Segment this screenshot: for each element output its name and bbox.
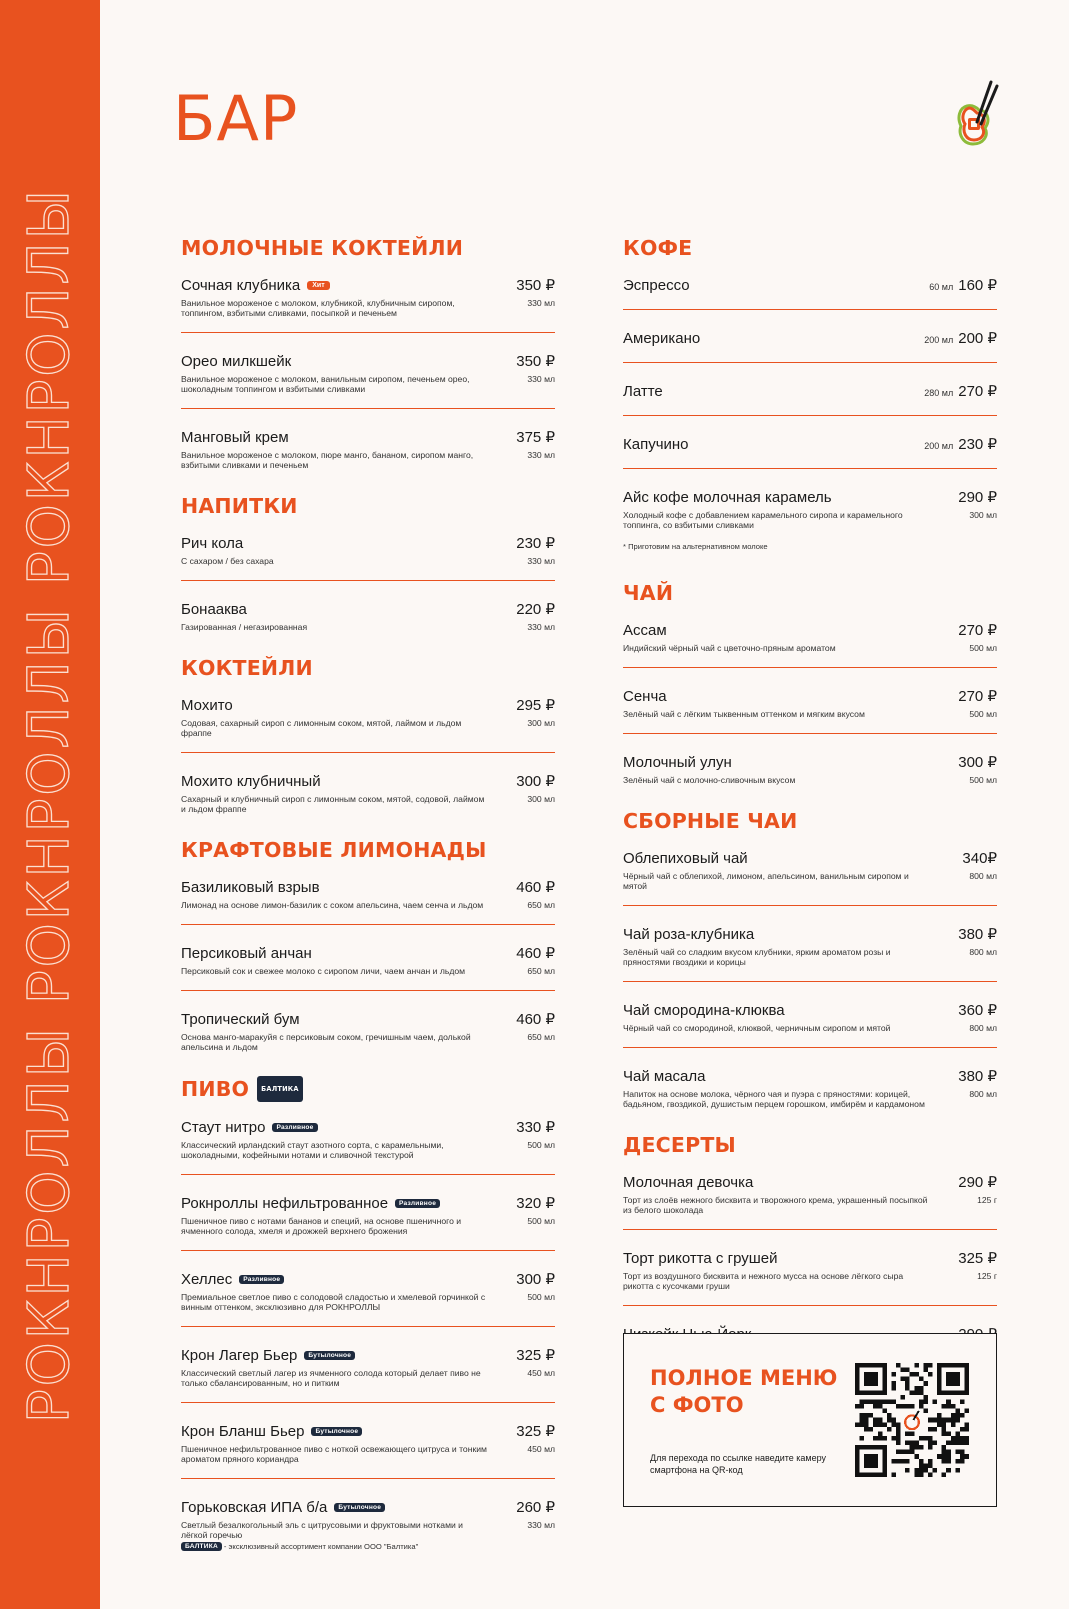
item-description: Премиальное светлое пиво с солодовой сладостью и хмелевой горчинкой с винным оттенком, эксклюзивно для РОКНРОЛЛЫ: [181, 1292, 486, 1312]
qr-subtitle: Для перехода по ссылке наведите камеру смартфона на QR-код: [650, 1453, 827, 1475]
menu-item: [623, 999, 997, 1048]
item-price: 230 ₽: [516, 535, 555, 552]
item-volume: 200 мл: [924, 335, 954, 345]
item-price: 295 ₽: [516, 697, 555, 714]
menu-item: [623, 274, 997, 310]
right-column: [623, 236, 997, 1381]
type-badge: Разливное: [395, 1199, 440, 1208]
menu-item: [623, 751, 997, 785]
item-volume: 300 мл: [969, 510, 997, 520]
item-name: Бонааква: [181, 601, 247, 618]
qr-title: ПОЛНОЕ МЕНЮ С ФОТО: [650, 1366, 838, 1417]
item-name: Молочная девочка: [623, 1174, 754, 1191]
qr-code-icon[interactable]: [855, 1363, 969, 1477]
item-name: Ассам: [623, 622, 667, 639]
section-title: НАПИТКИ: [181, 494, 298, 518]
type-badge: Бутылочное: [334, 1503, 385, 1512]
type-badge: Бутылочное: [311, 1427, 362, 1436]
item-volume: 330 мл: [527, 1520, 555, 1530]
item-volume: 650 мл: [527, 1032, 555, 1042]
item-name: Персиковый анчан: [181, 945, 312, 962]
section-title: ПИВО: [181, 1077, 250, 1101]
item-volume: 330 мл: [527, 298, 555, 308]
section-title: СБОРНЫЕ ЧАИ: [623, 809, 798, 833]
item-name: Манговый крем: [181, 429, 289, 446]
item-price: 460 ₽: [516, 945, 555, 962]
item-price: 330 ₽: [516, 1119, 555, 1136]
item-description: Холодный кофе с добавлением карамельного сиропа и карамельного топпинга, со взбитыми сливками: [623, 510, 903, 530]
item-name: Базиликовый взрыв: [181, 879, 320, 896]
item-description: Индийский чёрный чай с цветочно-пряным ароматом: [623, 643, 836, 653]
item-description: Пшеничное нефильтрованное пиво с ноткой освежающего цитруса и тонким ароматом пряного кориандра: [181, 1444, 487, 1464]
item-description: Пшеничное пиво с нотами бананов и специй, на основе пшеничного и ячменного солода, хмеля и дрожжей верхнего брожения: [181, 1216, 462, 1236]
item-price: 380 ₽: [958, 926, 997, 943]
section-tea: [623, 581, 997, 785]
item-name: Крон Лагер Бьер: [181, 1347, 298, 1364]
item-price: 200 ₽: [958, 330, 997, 347]
item-description: Торт из воздушного бисквита и нежного мусса на основе лёгкого сыра рикотта с кусочками груши: [623, 1271, 904, 1291]
item-volume: 500 мл: [969, 643, 997, 653]
item-name: Американо: [623, 330, 701, 347]
item-name: Чай масала: [623, 1068, 706, 1085]
item-description: Персиковый сок и свежее молоко с сиропом личи, чаем анчан и льдом: [181, 966, 466, 976]
item-volume: 300 мл: [527, 794, 555, 804]
item-volume: 800 мл: [969, 947, 997, 957]
item-name: Рич кола: [181, 535, 244, 552]
menu-item: [623, 433, 997, 469]
section-title: МОЛОЧНЫЕ КОКТЕЙЛИ: [181, 236, 464, 260]
item-volume: 200 мл: [924, 441, 954, 451]
item-description: Ванильное мороженое с молоком, клубникой, клубничным сиропом, топпингом, взбитыми сливками, посыпкой и печеньем: [181, 298, 455, 318]
qr-menu-block: [623, 1333, 997, 1507]
item-volume: 500 мл: [527, 1140, 555, 1150]
menu-item: [623, 1171, 997, 1230]
item-name: Крон Бланш Бьер: [181, 1423, 305, 1440]
item-price: 290 ₽: [958, 1174, 997, 1191]
menu-item: [181, 1008, 555, 1052]
item-volume: 125 г: [977, 1195, 997, 1205]
menu-item: [181, 1268, 555, 1327]
item-description: Классический светлый лагер из ячменного солода который делает пиво не только сбалансированным, но и питким: [181, 1368, 481, 1388]
item-name: Мохито клубничный: [181, 773, 321, 790]
menu-item: [623, 1247, 997, 1306]
item-name: Сочная клубника: [181, 277, 301, 294]
type-badge: Бутылочное: [304, 1351, 355, 1360]
menu-item: [623, 380, 997, 416]
item-volume: 330 мл: [527, 622, 555, 632]
item-description: Напиток на основе молока, чёрного чая и пуэра с пряностями: корицей, бадьяном, гвоздикой, душистым перцем горошком, имбирём и кардамоном: [623, 1089, 925, 1109]
menu-item: [181, 350, 555, 409]
item-description: С сахаром / без сахара: [181, 556, 274, 566]
item-volume: 650 мл: [527, 900, 555, 910]
item-price: 270 ₽: [958, 383, 997, 400]
menu-item: [623, 847, 997, 906]
item-name: Хеллес: [181, 1271, 233, 1288]
item-price: 260 ₽: [516, 1499, 555, 1516]
item-volume: 125 г: [977, 1271, 997, 1281]
item-price: 380 ₽: [958, 1068, 997, 1085]
item-name: Молочный улун: [623, 754, 732, 771]
item-volume: 450 мл: [527, 1368, 555, 1378]
item-price: 360 ₽: [958, 1002, 997, 1019]
item-description: Чёрный чай с облепихой, лимоном, апельсином, ванильным сиропом и мятой: [623, 871, 909, 891]
menu-item: [181, 1496, 555, 1540]
section-coffee: [623, 236, 997, 551]
item-price: 270 ₽: [958, 688, 997, 705]
side-brand-text: РОКНРОЛЛЫ РОКНРОЛЛЫ РОКНРОЛЛЫ: [17, 186, 82, 1424]
item-description: Газированная / негазированная: [181, 622, 308, 632]
section-cocktails: [181, 656, 555, 814]
section-title: ЧАЙ: [623, 581, 674, 605]
item-volume: 650 мл: [527, 966, 555, 976]
item-price: 460 ₽: [516, 1011, 555, 1028]
item-volume: 330 мл: [527, 450, 555, 460]
menu-item: [623, 1065, 997, 1109]
item-description: Зелёный чай с молочно-сливочным вкусом: [623, 775, 796, 785]
section-desserts: [623, 1133, 997, 1357]
item-name: Мохито: [181, 697, 233, 714]
item-name: Горьковская ИПА б/а: [181, 1499, 328, 1516]
item-description: Чёрный чай со смородиной, клюквой, черничным сиропом и мятой: [623, 1023, 891, 1033]
left-column: [181, 236, 555, 1564]
menu-item: [623, 619, 997, 668]
item-price: 300 ₽: [516, 1271, 555, 1288]
section-title: КРАФТОВЫЕ ЛИМОНАДЫ: [181, 838, 487, 862]
item-price: 230 ₽: [958, 436, 997, 453]
item-volume: 500 мл: [969, 775, 997, 785]
item-description: Классический ирландский стаут азотного сорта, с карамельными, шоколадными, кофейными нотами и сливочной текстурой: [181, 1140, 444, 1160]
menu-item: [181, 1420, 555, 1479]
item-volume: 280 мл: [924, 388, 954, 398]
item-volume: 800 мл: [969, 1089, 997, 1099]
menu-item: [181, 532, 555, 581]
item-price: 460 ₽: [516, 879, 555, 896]
section-title-row: [181, 1076, 555, 1102]
item-description: Основа манго-маракуйя с персиковым соком, гречишным чаем, долькой апельсина и льдом: [181, 1032, 471, 1052]
item-price: 325 ₽: [516, 1423, 555, 1440]
footer-text: - эксклюзивный ассортимент компании ООО "Балтика": [223, 1542, 419, 1551]
guitar-logo-icon: [955, 78, 1001, 150]
section-title: КОКТЕЙЛИ: [181, 656, 313, 680]
item-price: 340₽: [962, 850, 997, 867]
menu-item: [181, 876, 555, 925]
item-price: 270 ₽: [958, 622, 997, 639]
item-name: Чай смородина-клюква: [623, 1002, 785, 1019]
item-price: 325 ₽: [958, 1250, 997, 1267]
item-name: Торт рикотта с грушей: [623, 1250, 778, 1267]
menu-item: [181, 1116, 555, 1175]
item-volume: 500 мл: [527, 1292, 555, 1302]
item-volume: 60 мл: [929, 282, 954, 292]
menu-item: [623, 923, 997, 982]
section-milkshakes: [181, 236, 555, 470]
alt-milk-note: * Приготовим на альтернативном молоке: [623, 542, 768, 551]
item-description: Ванильное мороженое с молоком, пюре манго, бананом, сиропом манго, взбитыми сливками и печеньем: [181, 450, 474, 470]
menu-item: [181, 1192, 555, 1251]
item-volume: 450 мл: [527, 1444, 555, 1454]
item-volume: 300 мл: [527, 718, 555, 728]
item-price: 375 ₽: [516, 429, 555, 446]
item-name: Латте: [623, 383, 663, 400]
type-badge: Разливное: [239, 1275, 284, 1284]
menu-item: [181, 426, 555, 470]
item-volume: 500 мл: [527, 1216, 555, 1226]
item-price: 290 ₽: [958, 489, 997, 506]
item-description: Зелёный чай со сладким вкусом клубники, ярким ароматом розы и пряностями гвоздики и корицы: [623, 947, 891, 967]
item-name: Сенча: [623, 688, 667, 705]
footer-note: [181, 1542, 418, 1551]
item-description: Торт из слоёв нежного бисквита и творожного крема, украшенный посыпкой из белого шоколада: [623, 1195, 928, 1215]
hit-badge: Хит: [307, 281, 329, 290]
item-name: Эспрессо: [623, 277, 690, 294]
item-name: Тропический бум: [181, 1011, 300, 1028]
menu-item: [623, 486, 997, 530]
menu-item: [181, 598, 555, 632]
item-description: Сахарный и клубничный сироп с лимонным соком, мятой, содовой, лаймом и льдом фраппе: [181, 794, 485, 814]
menu-item: [181, 694, 555, 753]
item-volume: 800 мл: [969, 871, 997, 881]
item-price: 320 ₽: [516, 1195, 555, 1212]
menu-item: [623, 685, 997, 734]
menu-item: [181, 942, 555, 991]
brand-badge: БАЛТИКА: [181, 1542, 222, 1551]
side-band: [0, 0, 100, 1609]
item-price: 160 ₽: [958, 277, 997, 294]
item-description: Содовая, сахарный сироп с лимонным соком, мятой, лаймом и льдом фраппе: [181, 718, 462, 738]
menu-item: [181, 770, 555, 814]
item-name: Облепиховый чай: [623, 850, 748, 867]
item-price: 350 ₽: [516, 277, 555, 294]
type-badge: Разливное: [272, 1123, 317, 1132]
item-volume: 800 мл: [969, 1023, 997, 1033]
item-price: 220 ₽: [516, 601, 555, 618]
menu-item: [623, 327, 997, 363]
item-price: 325 ₽: [516, 1347, 555, 1364]
item-price: 300 ₽: [958, 754, 997, 771]
item-name: Капучино: [623, 436, 689, 453]
section-title: КОФЕ: [623, 236, 693, 260]
section-drinks: [181, 494, 555, 632]
section-blend-tea: [623, 809, 997, 1109]
item-name: Рокнроллы нефильтрованное: [181, 1195, 389, 1212]
item-description: Ванильное мороженое с молоком, ванильным сиропом, печеньем орео, шоколадным топпингом и взбитыми сливками: [181, 374, 470, 394]
section-lemonades: [181, 838, 555, 1052]
item-volume: 500 мл: [969, 709, 997, 719]
page-title: БАР: [173, 82, 299, 155]
item-name: Айс кофе молочная карамель: [623, 489, 832, 506]
item-volume: 330 мл: [527, 374, 555, 384]
menu-item: [181, 274, 555, 333]
section-title: ДЕСЕРТЫ: [623, 1133, 736, 1157]
menu-item: [181, 1344, 555, 1403]
section-beer: [181, 1076, 555, 1540]
item-name: Чай роза-клубника: [623, 926, 755, 943]
item-volume: 330 мл: [527, 556, 555, 566]
item-description: Лимонад на основе лимон-базилик с соком апельсина, чаем сенча и льдом: [181, 900, 484, 910]
brand-badge: БАЛТИКА: [257, 1076, 303, 1102]
item-name: Стаут нитро: [181, 1119, 266, 1136]
item-price: 300 ₽: [516, 773, 555, 790]
item-price: 350 ₽: [516, 353, 555, 370]
item-description: Зелёный чай с лёгким тыквенным оттенком и мягким вкусом: [623, 709, 865, 719]
item-description: Светлый безалкогольный эль с цитрусовыми и фруктовыми нотками и лёгкой горечью: [181, 1520, 463, 1540]
item-name: Орео милкшейк: [181, 353, 292, 370]
